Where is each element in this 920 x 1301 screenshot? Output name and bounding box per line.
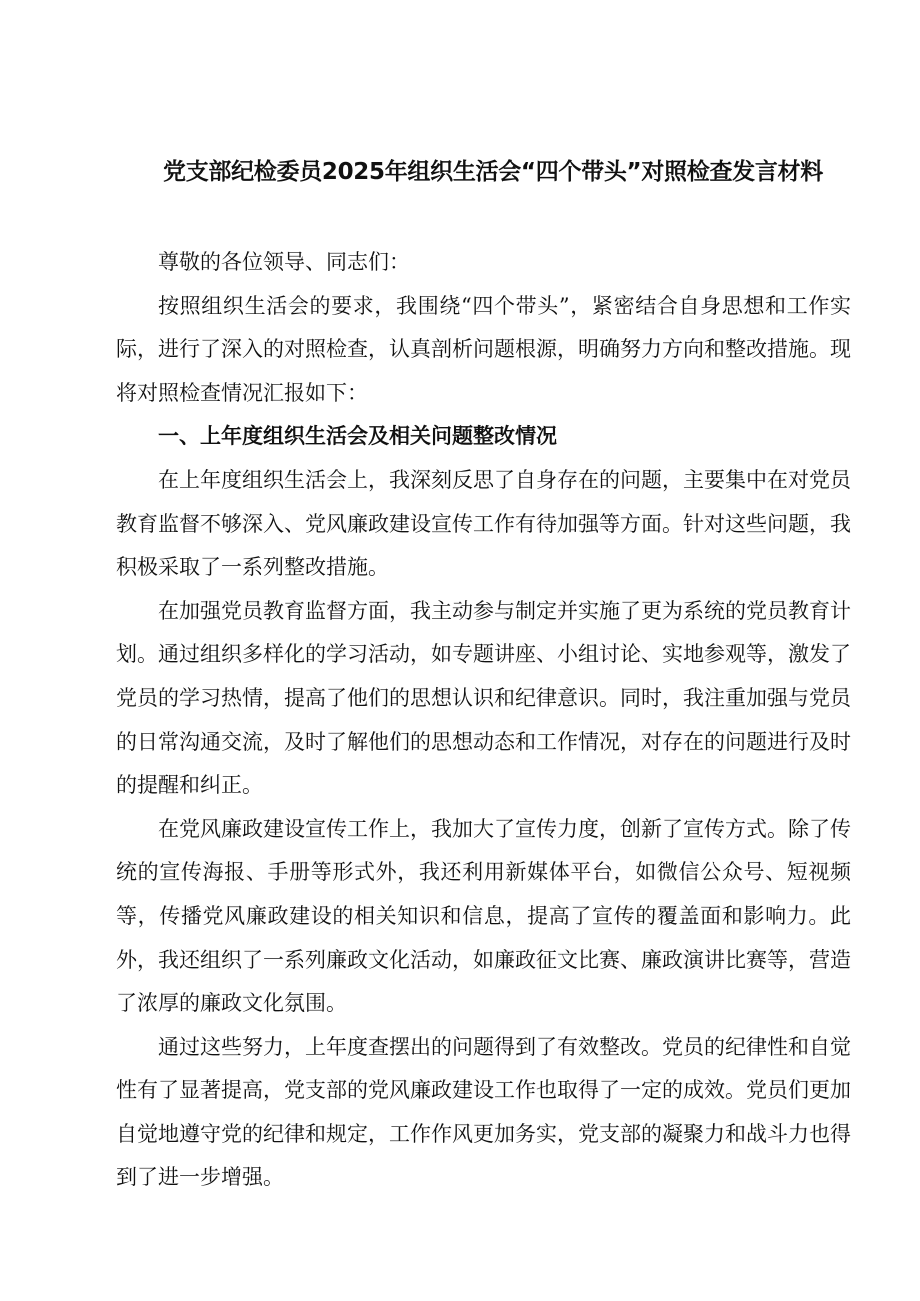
body-paragraph: 在加强党员教育监督方面，我主动参与制定并实施了更为系统的党员教育计划。通过组织多样化的学习活动，如专题讲座、小组讨论、实地参观等，激发了党员的学习热情，提高了他们的思想认识和纪律意识。同时，我注重加强与党员的日常沟通交流，及时了解他们的思想动态和工作情况，对存在的问题进行及时的提醒和纠正。	[116, 598, 851, 798]
document-title: 党支部纪检委员2025年组织生活会“四个带头”对照检查发言材料	[163, 159, 823, 185]
document-body	[116, 241, 851, 1200]
body-paragraph: 在上年度组织生活会上，我深刻反思了自身存在的问题，主要集中在对党员教育监督不够深入、党风廉政建设宣传工作有待加强等方面。针对这些问题，我积极采取了一系列整改措施。	[116, 467, 851, 580]
body-paragraph: 在党风廉政建设宣传工作上，我加大了宣传力度，创新了宣传方式。除了传统的宣传海报、手册等形式外，我还利用新媒体平台，如微信公众号、短视频等，传播党风廉政建设的相关知识和信息，提高了宣传的覆盖面和影响力。此外，我还组织了一系列廉政文化活动，如廉政征文比赛、廉政演讲比赛等，营造了浓厚的廉政文化氛围。	[116, 816, 851, 1016]
section-heading: 一、上年度组织生活会及相关问题整改情况	[158, 424, 557, 449]
salutation: 尊敬的各位领导、同志们：	[158, 250, 410, 274]
body-paragraph: 通过这些努力，上年度查摆出的问题得到了有效整改。党员的纪律性和自觉性有了显著提高，党支部的党风廉政建设工作也取得了一定的成效。党员们更加自觉地遵守党的纪律和规定，工作作风更加务实，党支部的凝聚力和战斗力也得到了进一步增强。	[116, 1034, 851, 1190]
intro-paragraph: 按照组织生活会的要求，我围绕“四个带头”，紧密结合自身思想和工作实际，进行了深入的对照检查，认真剖析问题根源，明确努力方向和整改措施。现将对照检查情况汇报如下：	[116, 293, 851, 405]
